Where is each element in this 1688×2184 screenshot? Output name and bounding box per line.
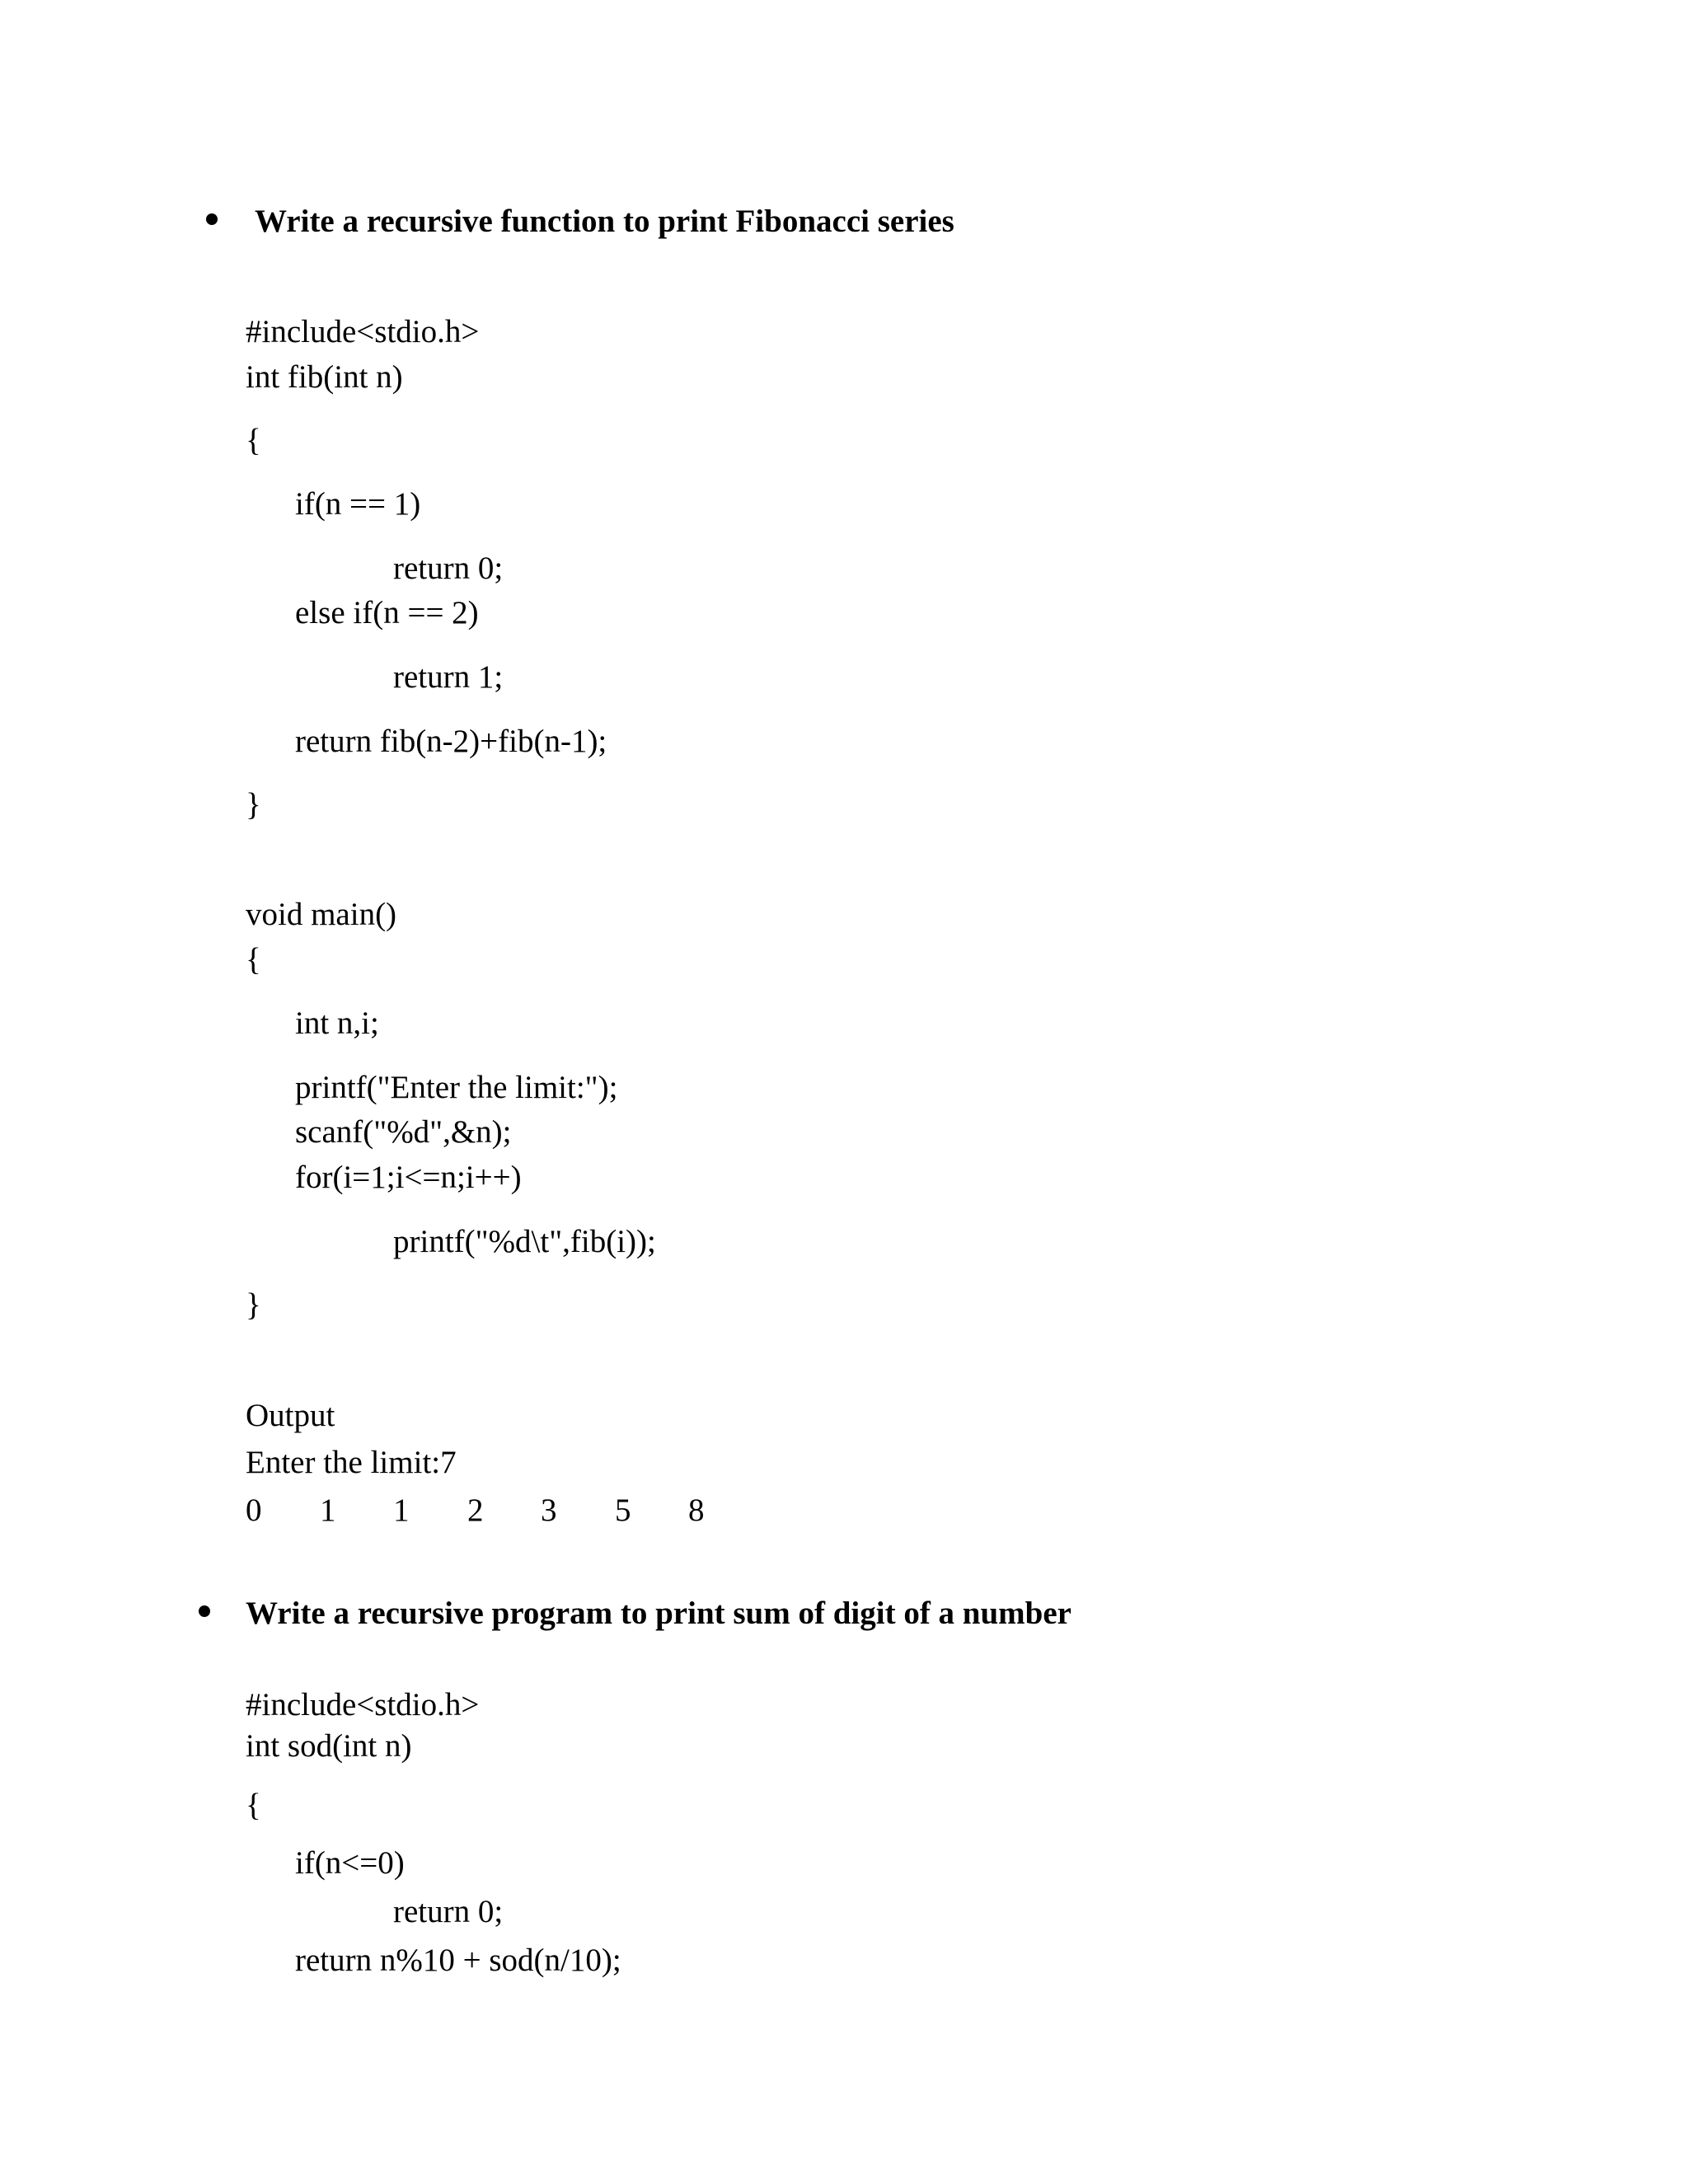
output-value: 5 <box>615 1493 631 1528</box>
code-line: for(i=1;i<=n;i++) <box>295 1160 522 1195</box>
code-line: if(n<=0) <box>295 1845 405 1881</box>
output-value: 0 <box>246 1493 262 1528</box>
code-line: #include<stdio.h> <box>246 1687 480 1722</box>
output-value: 3 <box>541 1493 557 1528</box>
code-line: void main() <box>246 897 397 932</box>
code-line: return 0; <box>393 1894 504 1929</box>
output-value: 1 <box>393 1493 410 1528</box>
code-line: return n%10 + sod(n/10); <box>295 1943 621 1978</box>
code-line: else if(n == 2) <box>295 595 479 630</box>
section-heading-fibonacci: Write a recursive function to print Fibonacci series <box>255 204 954 239</box>
output-value: 8 <box>688 1493 705 1528</box>
code-line: int fib(int n) <box>246 359 403 395</box>
code-line: int sod(int n) <box>246 1728 412 1764</box>
code-line: return 1; <box>393 659 504 695</box>
code-line: } <box>246 787 261 823</box>
bullet-icon <box>206 213 218 225</box>
code-line: return 0; <box>393 551 504 586</box>
code-line: { <box>246 423 261 458</box>
output-prompt: Enter the limit:7 <box>246 1445 457 1480</box>
code-line: } <box>246 1287 261 1323</box>
bullet-icon <box>199 1605 210 1617</box>
code-line: printf("Enter the limit:"); <box>295 1070 618 1105</box>
code-line: { <box>246 1788 261 1823</box>
code-line: return fib(n-2)+fib(n-1); <box>295 724 607 759</box>
output-value: 2 <box>467 1493 484 1528</box>
code-line: { <box>246 942 261 977</box>
code-line: printf("%d\t",fib(i)); <box>393 1224 656 1259</box>
output-label: Output <box>246 1398 335 1433</box>
code-line: scanf("%d",&n); <box>295 1114 512 1150</box>
code-line: if(n == 1) <box>295 486 421 522</box>
output-value: 1 <box>320 1493 336 1528</box>
code-line: #include<stdio.h> <box>246 314 480 349</box>
code-line: int n,i; <box>295 1005 379 1041</box>
section-heading-sum-of-digits: Write a recursive program to print sum of digit of a number <box>246 1596 1071 1631</box>
